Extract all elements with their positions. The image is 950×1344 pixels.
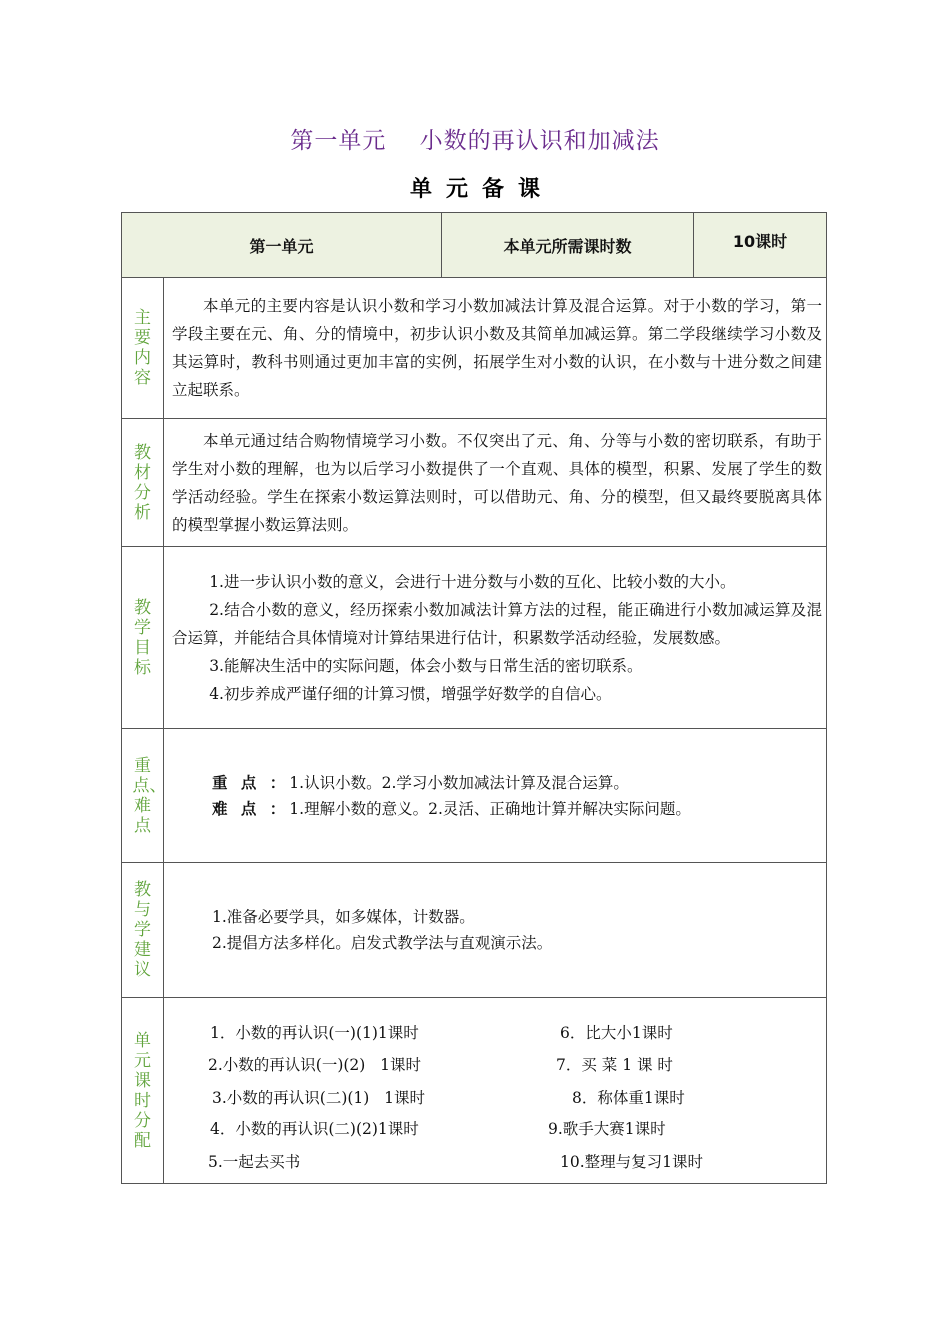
header-unit: 第一单元: [122, 213, 442, 278]
goal-item: 3.能解决生活中的实际问题，体会小数与日常生活的密切联系。: [209, 656, 643, 675]
content-key-points: [164, 729, 827, 863]
focus-text: 1.认识小数。2.学习小数加减法计算及混合运算。: [289, 773, 629, 792]
label-main-content: 主要内容: [122, 278, 164, 419]
schedule-item: 1．小数的再认识(一)(1)1课时: [210, 1024, 419, 1042]
label-suggestions: 教与学建议: [122, 863, 164, 998]
row-goals: [122, 547, 827, 729]
material-analysis-text: 本单元通过结合购物情境学习小数。不仅突出了元、角、分等与小数的密切联系，有助于学生对小数的理解，也为以后学习小数提供了一个直观、具体的模型，积累、发展了学生的数学活动经验。学生在探索小数运算法则时，可以借助元、角、分的模型，但又最终要脱离具体的模型掌握小数运算法则。: [172, 431, 823, 534]
content-suggestions: [164, 863, 827, 998]
difficulty-text: 1.理解小数的意义。2.灵活、正确地计算并解决实际问题。: [289, 799, 691, 818]
row-main-content: [122, 278, 827, 419]
label-schedule: 单元课时分配: [122, 998, 164, 1184]
header-hours-value: 10课时: [694, 213, 827, 278]
content-schedule: [164, 998, 827, 1184]
header-hours-label: 本单元所需课时数: [442, 213, 694, 278]
document-subtitle: 单元备课: [409, 177, 554, 202]
goal-item: 1.进一步认识小数的意义，会进行十进分数与小数的互化、比较小数的大小。: [209, 572, 736, 591]
focus-label: 重 点 ：: [212, 773, 290, 792]
difficulty-line: [172, 796, 822, 822]
schedule-item: 8．称体重1课时: [572, 1089, 685, 1107]
goal-item: 2.结合小数的意义，经历探索小数加减法计算方法的过程，能正确进行小数加减运算及混合运算，并能结合具体情境对计算结果进行估计，积累数学活动经验，发展数感。: [172, 600, 823, 647]
focus-line: [172, 770, 822, 796]
suggestion-item: 2.提倡方法多样化。启发式教学法与直观演示法。: [212, 934, 553, 952]
difficulty-label: 难 点 ：: [212, 799, 290, 818]
schedule-item: 2.小数的再认识(一)(2) 1课时: [208, 1056, 421, 1074]
unit-plan-table: [121, 212, 827, 1184]
schedule-item: 7．买 菜 1 课 时: [556, 1056, 673, 1074]
label-key-points: 重点、难点: [122, 729, 164, 863]
row-schedule: [122, 998, 827, 1184]
schedule-item: 10.整理与复习1课时: [560, 1153, 704, 1171]
schedule-item: 9.歌手大赛1课时: [548, 1120, 666, 1138]
main-content-text: 本单元的主要内容是认识小数和学习小数加减法计算及混合运算。对于小数的学习，第一学段主要在元、角、分的情境中，初步认识小数及其简单加减运算。第二学段继续学习小数及其运算时，教科书则通过更加丰富的实例，拓展学生对小数的认识，在小数与十进分数之间建立起联系。: [172, 297, 823, 399]
content-goals: [164, 547, 827, 729]
schedule-item: 5.一起去买书: [208, 1153, 301, 1171]
header-row: [122, 213, 827, 278]
goal-item: 4.初步养成严谨仔细的计算习惯，增强学好数学的自信心。: [209, 684, 612, 703]
content-material-analysis: [164, 419, 827, 547]
schedule-grid: [164, 998, 826, 1183]
suggestion-item: 1.准备必要学具，如多媒体，计数器。: [212, 908, 475, 926]
label-material-analysis: 教材分析: [122, 419, 164, 547]
content-main-content: [164, 278, 827, 419]
schedule-item: 3.小数的再认识(二)(1) 1课时: [212, 1089, 425, 1107]
schedule-item: 4．小数的再认识(二)(2)1课时: [210, 1120, 419, 1138]
schedule-item: 6．比大小1课时: [560, 1024, 673, 1042]
label-goals: 教学目标: [122, 547, 164, 729]
document-title: 第一单元 小数的再认识和加减法: [290, 128, 660, 154]
row-key-points: [122, 729, 827, 863]
row-material-analysis: [122, 419, 827, 547]
row-suggestions: [122, 863, 827, 998]
